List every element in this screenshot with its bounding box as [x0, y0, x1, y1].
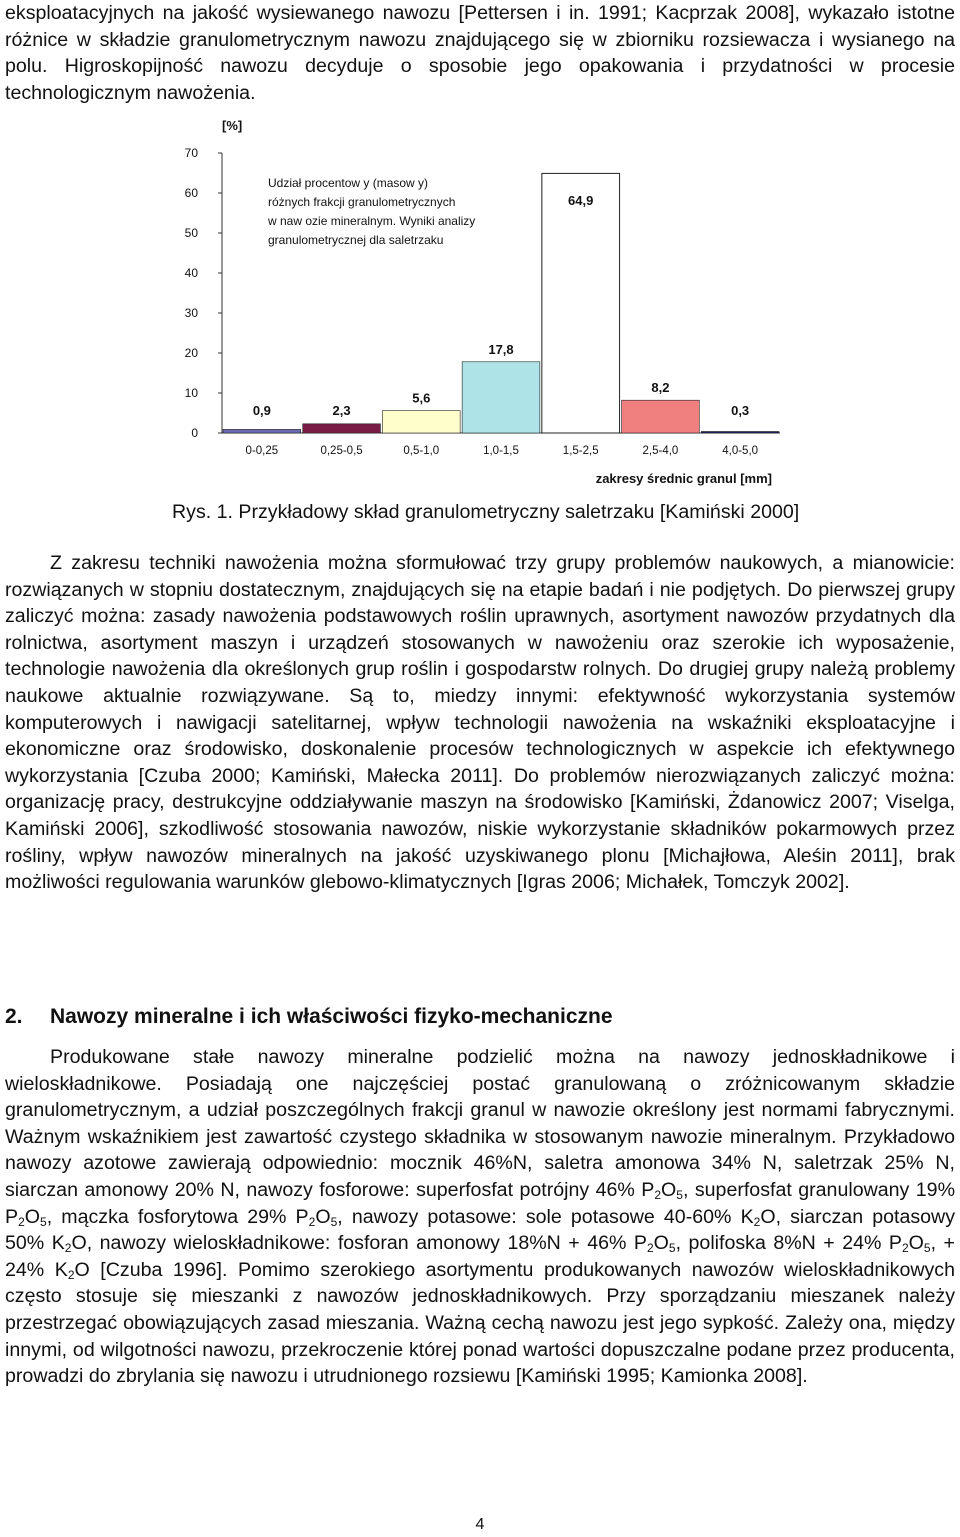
p3-text: Produkowane stałe nawozy mineralne podzielić można na nawozy jednoskładnikowe i wieloskładnikowe. Posiadają one najczęściej postać granulowaną o zróżnicowanym składzie granulometrycznym, a udział poszczególnych frakcji granul w nawozie określony jest normami fabrycznymi. Ważnym wskaźnikiem jest zawartość czystego składnika w stosowanym nawozie mineralnym. Przykładowo nawozy azotowe zawierają odpowiednio: mocznik 46%N, saletra amonowa 34% N, saletrzak 25% N, siarczan amonowy 20% N, nawozy fosforowe: superfosfat potrójny 46% P [5, 1046, 955, 1201]
y-tick-label: 10 [184, 386, 198, 400]
y-tick-label: 0 [191, 426, 198, 440]
p3-text: , nawozy potasowe: sole potasowe 40-60% K [337, 1205, 754, 1228]
p3-text: O, siarczan potasowy 50% K [5, 1205, 955, 1255]
x-tick-label: 2,5-4,0 [642, 445, 679, 457]
p3-sub: 2 [308, 1214, 316, 1229]
y-tick-label: 20 [184, 346, 198, 360]
y-tick-label: 50 [184, 226, 198, 240]
p3-sub: 5 [40, 1214, 47, 1229]
x-axis-label: zakresy średnic granul [mm] [595, 471, 772, 486]
p3-sub: 2 [646, 1241, 654, 1256]
bar-value-label: 8,2 [651, 380, 670, 396]
y-tick-label: 60 [184, 186, 198, 200]
y-axis-label: [%] [222, 118, 243, 133]
bar [382, 411, 460, 433]
p3-sub: 5 [923, 1241, 931, 1256]
p3-text: O [315, 1205, 331, 1228]
bar [542, 173, 620, 433]
bar-value-label: 17,8 [488, 341, 514, 357]
p3-sub: 2 [753, 1214, 761, 1229]
page-number: 4 [475, 1516, 485, 1533]
y-tick-label: 40 [184, 266, 198, 280]
p3-sub: 2 [654, 1187, 662, 1202]
x-tick-label: 0,25-0,5 [320, 445, 363, 457]
x-tick-label: 4,0-5,0 [722, 445, 759, 457]
intro-paragraph: eksploatacyjnych na jakość wysiewanego nawozu [Pettersen i in. 1991; Kacprzak 2008], wykazało istotne różnice w składzie granulometrycznym nawozu znajdującego się w zbiorniku rozsiewacza i wysianego na polu. Higroskopijność nawozu decyduje o sposobie jego opakowania i przydatności w procesie technologicznym nawożenia. [5, 2, 955, 104]
p3-sub: 2 [67, 1267, 75, 1282]
x-tick-label: 0,5-1,0 [403, 445, 440, 457]
p3-text: O [661, 1178, 677, 1201]
section-heading [5, 1004, 613, 1030]
section-number: 2. [5, 1005, 23, 1028]
p3-text: , + 24% K [5, 1232, 955, 1281]
p3-text: O, nawozy wieloskładnikowe: fosforan amonowy 18%N + 46% P [71, 1232, 647, 1255]
bar-value-label: 0,9 [252, 403, 271, 418]
bar-value-label: 0,3 [731, 403, 750, 418]
annotation-line: w naw ozie mineralnym. Wyniki analizy [268, 214, 476, 228]
bar [303, 424, 381, 433]
y-tick-label: 30 [184, 306, 198, 320]
p3-sub: 5 [668, 1241, 676, 1256]
p3-text: , mączka fosforytowa 29% P [46, 1205, 309, 1228]
p3-text: O [Czuba 1996]. Pomimo szerokiego asortymentu produkowanych nawozów wieloskładnikowych często stosuje się mieszanki z nawozów jednoskładnikowych. Przy sporządzaniu mieszanek należy przestrzegać obowiązujących zasad mieszania. Ważną cechą nawozu jest jego sypkość. Zależy ona, między innymi, od wilgotności nawozu, przekroczenie której ponad wartości dopuszczalne podane przez producenta, prowadzi do zbrylania się nawozu i utrudnionego rozsiewu [Kamiński 1995; Kamionka 2008]. [5, 1258, 955, 1388]
chart-annotation [267, 176, 475, 247]
p3-sub: 2 [18, 1214, 25, 1229]
p3-text: O [908, 1232, 924, 1255]
bar [462, 362, 540, 433]
p3-text: O [24, 1205, 41, 1228]
p3-sub: 5 [676, 1187, 683, 1202]
bar-value-label: 64,9 [568, 193, 594, 208]
paragraph-3 [5, 1044, 955, 1390]
p3-text: , superfosfat granulowany 19% P [5, 1178, 955, 1228]
x-tick-label: 1,5-2,5 [562, 445, 599, 457]
annotation-line: granulometrycznej dla saletrzaku [268, 233, 444, 247]
bar [622, 400, 700, 433]
annotation-line: różnych frakcji granulometrycznych [268, 195, 456, 209]
y-tick-label: 70 [184, 146, 198, 160]
p3-text: O [653, 1232, 669, 1255]
p3-sub: 5 [330, 1214, 338, 1229]
x-tick-label: 1,0-1,5 [483, 445, 519, 457]
figure-caption: Rys. 1. Przykładowy skład granulometryczny saletrzaku [Kamiński 2000] [172, 501, 800, 523]
paragraph-2-text: Z zakresu techniki nawożenia można sformułować trzy grupy problemów naukowych, a mianowicie: rozwiązanych w stopniu dostatecznym, znajdujących się na etapie badań i nie podjętych. Do pierwszej grupy zaliczyć można: zasady nawożenia podstawowych roślin uprawnych, asortyment nawozów przydatnych dla rolnictwa, asortyment maszyn i urządzeń stosowanych w nawożeniu oraz szerokie ich wyposażenie, technologie nawożenia dla określonych grup roślin i gospodarstw rolnych. Do drugiej grupy należą problemy naukowe aktualnie rozwiązywane. Są to, miedzy innymi: efektywność wykorzystania systemów komputerowych i nawigacji satelitarnej, wpływ technologii nawożenia na wskaźniki eksploatacyjne i ekonomiczne oraz środowisko, doskonalenie procesów technologicznych w aspekcie ich efektywnego wykorzystania [Czuba 2000; Kamiński, Małecka 2011]. Do problemów nierozwiązanych zaliczyć można: organizację pracy, destrukcyjne oddziaływanie maszyn na środowisko [Kamiński, Żdanowicz 2007; Viselga, Kamiński 2006], szkodliwość stosowania nawozów, niskie wykorzystanie składników pokarmowych przez rośliny, wpływ nawozów mineralnych na jakość uzyskiwanego plonu [Michajłowa, Aleśin 2011], brak możliwości regulowania warunków glebowo-klimatycznych [Igras 2006; Michałek, Tomczyk 2002]. [5, 552, 955, 894]
annotation-line: Udział procentow y (masow y) [268, 176, 429, 190]
bar-value-label: 2,3 [332, 403, 351, 418]
x-tick-label: 0-0,25 [245, 445, 279, 457]
bar [701, 432, 779, 434]
p3-sub: 2 [901, 1241, 909, 1256]
bar-value-label: 5,6 [412, 390, 431, 406]
p3-text: , polifoska 8%N + 24% P [675, 1232, 902, 1255]
granulometric-bar-chart [170, 112, 790, 492]
bar [223, 429, 301, 433]
p3-sub: 2 [64, 1241, 72, 1256]
paragraph-2 [5, 550, 955, 896]
section-title: Nawozy mineralne i ich właściwości fizyko-mechaniczne [50, 1005, 613, 1028]
